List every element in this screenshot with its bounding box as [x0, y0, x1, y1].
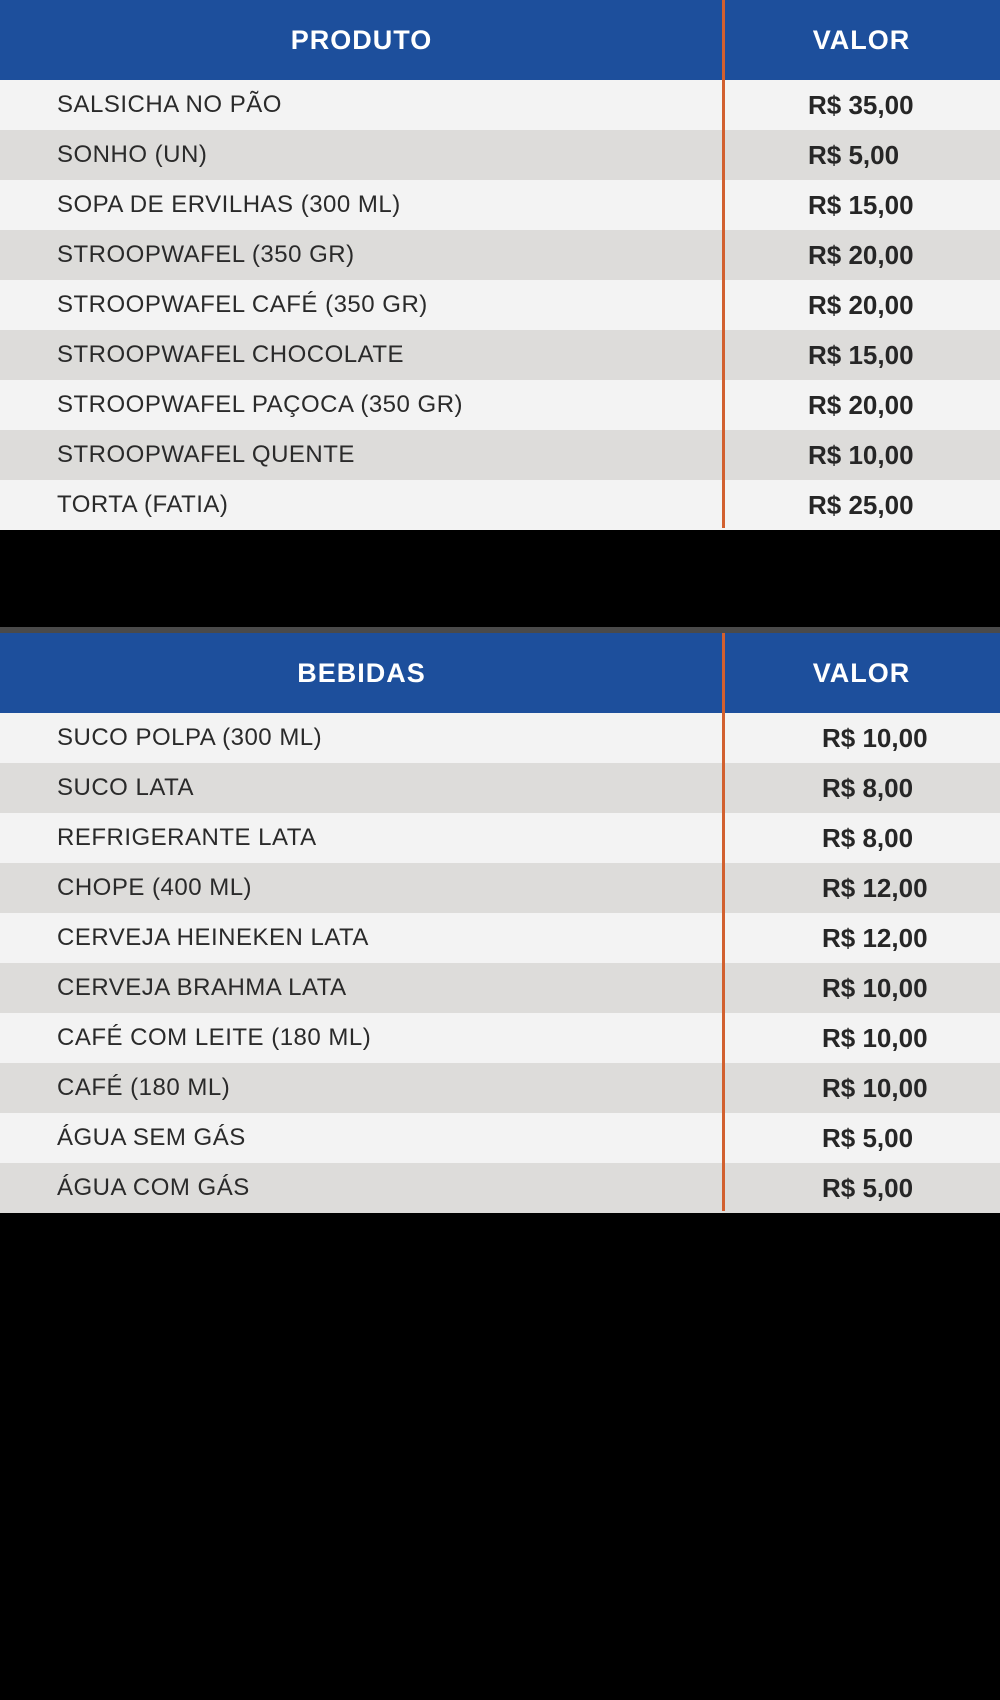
- table-row: [0, 280, 1000, 330]
- product-price: R$ 15,00: [808, 339, 914, 370]
- drink-name: CERVEJA BRAHMA LATA: [57, 974, 347, 1001]
- food-price-table: [0, 0, 1000, 530]
- drink-name: SUCO POLPA (300 ML): [57, 724, 323, 751]
- product-price: R$ 20,00: [808, 239, 914, 270]
- column-divider: [722, 0, 725, 528]
- table-row: [0, 380, 1000, 430]
- product-price: R$ 10,00: [808, 439, 914, 470]
- table-row: [0, 1063, 1000, 1113]
- drinks-table-header: [0, 633, 1000, 713]
- table-row: [0, 1163, 1000, 1213]
- table-row: [0, 230, 1000, 280]
- drink-name: CERVEJA HEINEKEN LATA: [57, 924, 369, 951]
- drink-price: R$ 12,00: [822, 872, 928, 903]
- drinks-column-header: BEBIDAS: [297, 657, 426, 688]
- drink-price: R$ 8,00: [822, 822, 914, 853]
- table-row: [0, 913, 1000, 963]
- table-row: [0, 763, 1000, 813]
- product-price: R$ 25,00: [808, 489, 914, 520]
- product-name: STROOPWAFEL CHOCOLATE: [57, 341, 404, 368]
- product-name: TORTA (FATIA): [57, 491, 229, 518]
- drink-price: R$ 12,00: [822, 922, 928, 953]
- product-name: SONHO (UN): [57, 141, 208, 168]
- table-row: [0, 180, 1000, 230]
- food-table-header: [0, 0, 1000, 80]
- product-price: R$ 20,00: [808, 289, 914, 320]
- table-row: [0, 813, 1000, 863]
- drink-price: R$ 5,00: [822, 1122, 914, 1153]
- product-name: STROOPWAFEL CAFÉ (350 GR): [57, 291, 428, 318]
- drink-name: CHOPE (400 ML): [57, 874, 253, 901]
- drink-price: R$ 10,00: [822, 722, 928, 753]
- product-price: R$ 20,00: [808, 389, 914, 420]
- product-name: STROOPWAFEL PAÇOCA (350 GR): [57, 391, 464, 418]
- product-name: SOPA DE ERVILHAS (300 ML): [57, 191, 401, 218]
- drink-price: R$ 8,00: [822, 772, 914, 803]
- table-row: [0, 80, 1000, 130]
- table-row: [0, 863, 1000, 913]
- drink-price: R$ 10,00: [822, 972, 928, 1003]
- value-column-header: VALOR: [812, 24, 911, 55]
- product-price: R$ 15,00: [808, 189, 914, 220]
- drink-price: R$ 10,00: [822, 1022, 928, 1053]
- product-name: STROOPWAFEL (350 GR): [57, 241, 355, 268]
- drink-name: REFRIGERANTE LATA: [57, 824, 317, 851]
- drink-name: ÁGUA SEM GÁS: [57, 1124, 246, 1151]
- table-row: [0, 130, 1000, 180]
- drink-price: R$ 10,00: [822, 1072, 928, 1103]
- table-row: [0, 1113, 1000, 1163]
- product-name: STROOPWAFEL QUENTE: [57, 441, 355, 468]
- column-divider: [722, 633, 725, 1211]
- table-row: [0, 330, 1000, 380]
- table-row: [0, 963, 1000, 1013]
- product-price: R$ 35,00: [808, 89, 914, 120]
- value-column-header: VALOR: [812, 657, 911, 688]
- table-row: [0, 480, 1000, 530]
- table-row: [0, 430, 1000, 480]
- table-row: [0, 713, 1000, 763]
- drink-name: ÁGUA COM GÁS: [57, 1174, 250, 1201]
- product-name: SALSICHA NO PÃO: [57, 91, 282, 118]
- drink-name: CAFÉ COM LEITE (180 ML): [57, 1024, 372, 1051]
- product-column-header: PRODUTO: [290, 24, 433, 55]
- drink-price: R$ 5,00: [822, 1172, 914, 1203]
- drink-name: CAFÉ (180 ML): [57, 1074, 231, 1101]
- product-price: R$ 5,00: [808, 139, 900, 170]
- drinks-price-table: [0, 633, 1000, 1213]
- table-row: [0, 1013, 1000, 1063]
- drink-name: SUCO LATA: [57, 774, 194, 801]
